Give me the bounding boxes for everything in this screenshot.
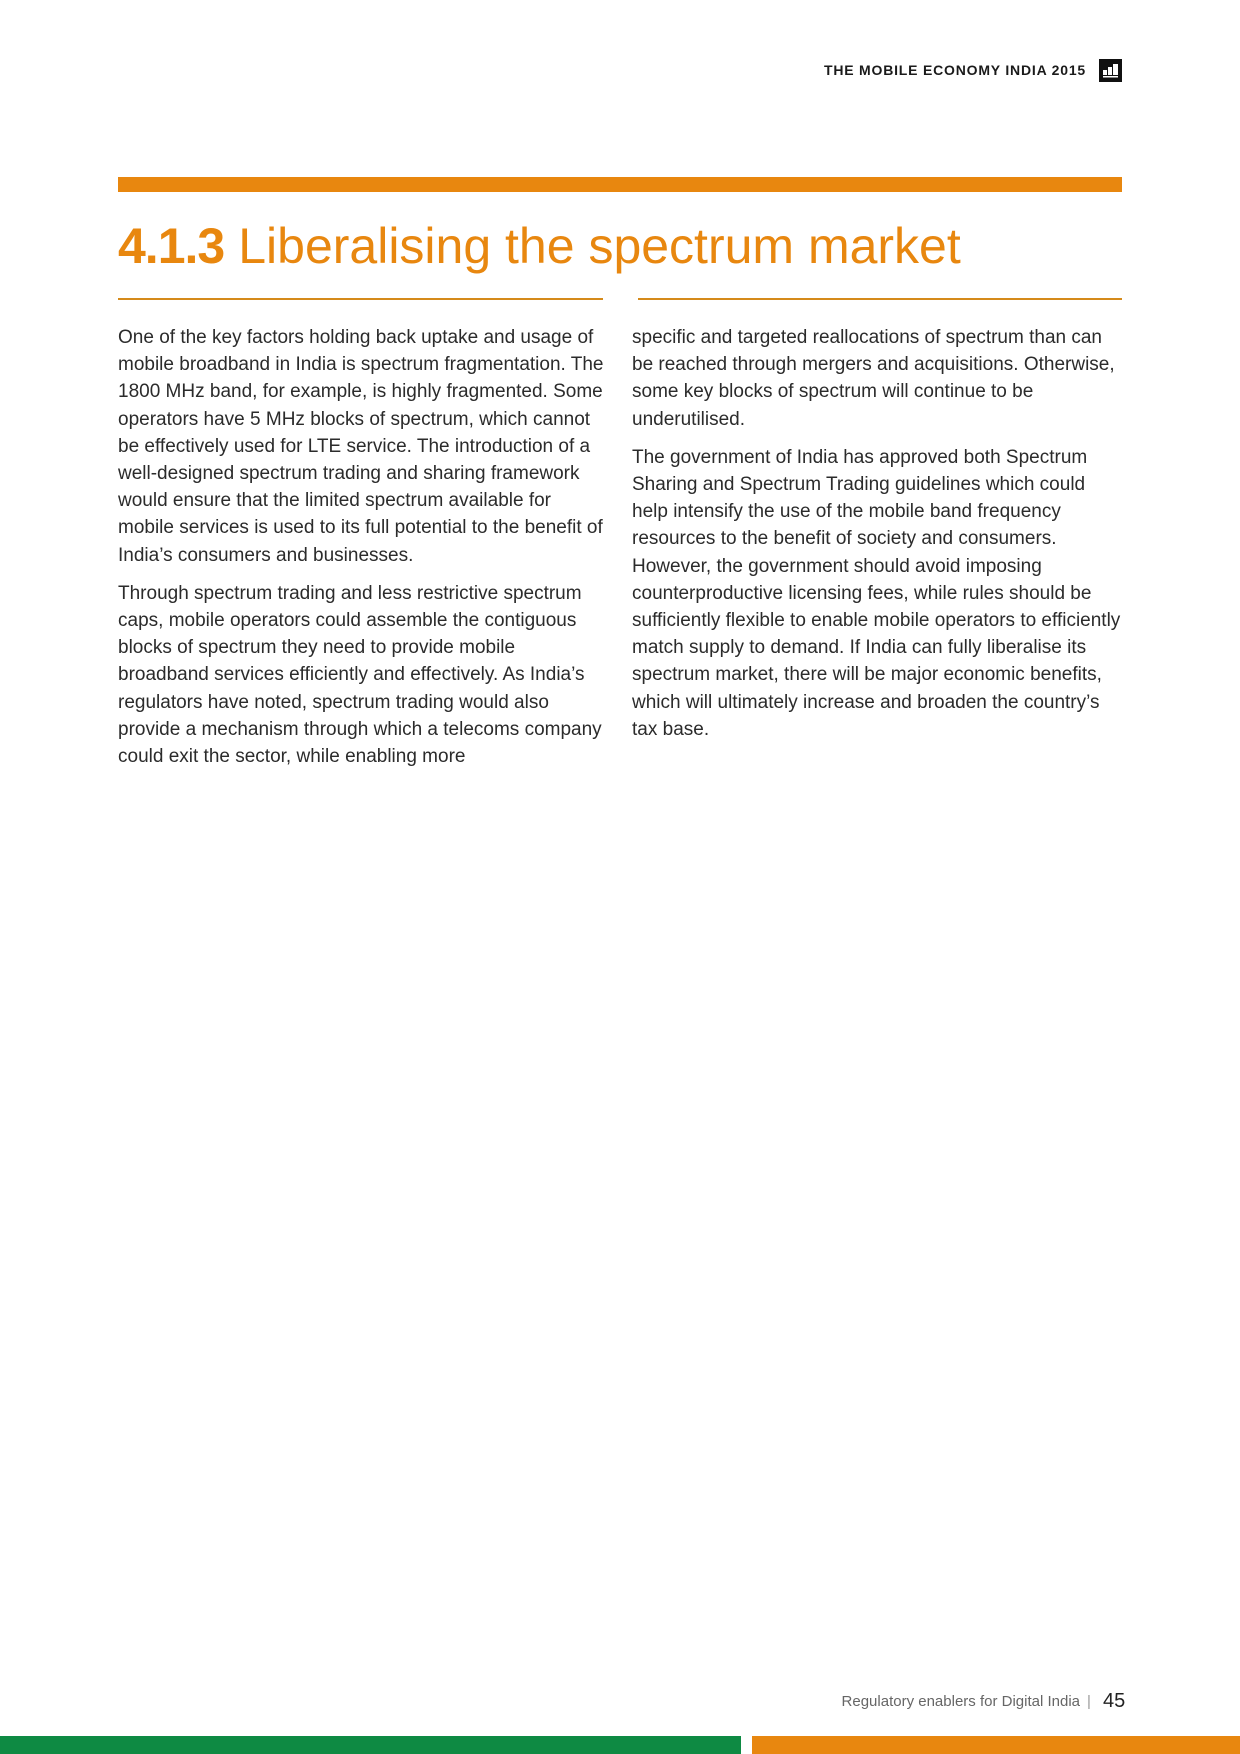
gsma-logo-icon — [1099, 59, 1122, 82]
footer-separator: | — [1087, 1693, 1091, 1710]
footer-section-label: Regulatory enablers for Digital India — [841, 1693, 1080, 1710]
section-number: 4.1.3 — [118, 218, 225, 274]
body-paragraph: The government of India has approved both Spectrum Sharing and Spectrum Trading guidelines which could help intensify the use of the mobile band frequency resources to the benefit of society and consumers. However, the government should avoid imposing counterproductive licensing fees, while rules should be sufficiently flexible to enable mobile operators to efficiently match supply to demand. If India can fully liberalise its spectrum market, there will be major economic benefits, which will ultimately increase and broaden the country’s tax base. — [632, 446, 1121, 740]
section-heading — [118, 216, 1122, 289]
divider-left — [118, 298, 603, 300]
body-column-left — [118, 324, 610, 781]
body-paragraph: One of the key factors holding back uptake and usage of mobile broadband in India is spectrum fragmentation. The 1800 MHz band, for example, is highly fragmented. Some operators have 5 MHz blocks of spectrum, which cannot be effectively used for LTE service. The introduction of a well-designed spectrum trading and sharing framework would ensure that the limited spectrum available for mobile services is used to its full potential to the benefit of India’s consumers and businesses. — [118, 327, 604, 566]
body-paragraph: specific and targeted reallocations of spectrum than can be reached through mergers and acquisitions. Otherwise, some key blocks of spectrum will continue to be underutilised. — [632, 327, 1115, 430]
section-title: Liberalising the spectrum market — [238, 218, 961, 274]
body-paragraph: Through spectrum trading and less restrictive spectrum caps, mobile operators could assemble the contiguous blocks of spectrum they need to provide mobile broadband services efficiently and effectively. As India’s regulators have noted, spectrum trading would also provide a mechanism through which a telecoms company could exit the sector, while enabling more — [118, 582, 602, 768]
footer-bar-orange — [752, 1736, 1240, 1754]
divider-right — [638, 298, 1122, 300]
footer-bar-green — [0, 1736, 741, 1754]
section-accent-bar — [118, 177, 1122, 192]
body-column-right — [632, 324, 1124, 754]
page-number: 45 — [1103, 1690, 1126, 1712]
report-title: THE MOBILE ECONOMY INDIA 2015 — [823, 62, 1086, 78]
